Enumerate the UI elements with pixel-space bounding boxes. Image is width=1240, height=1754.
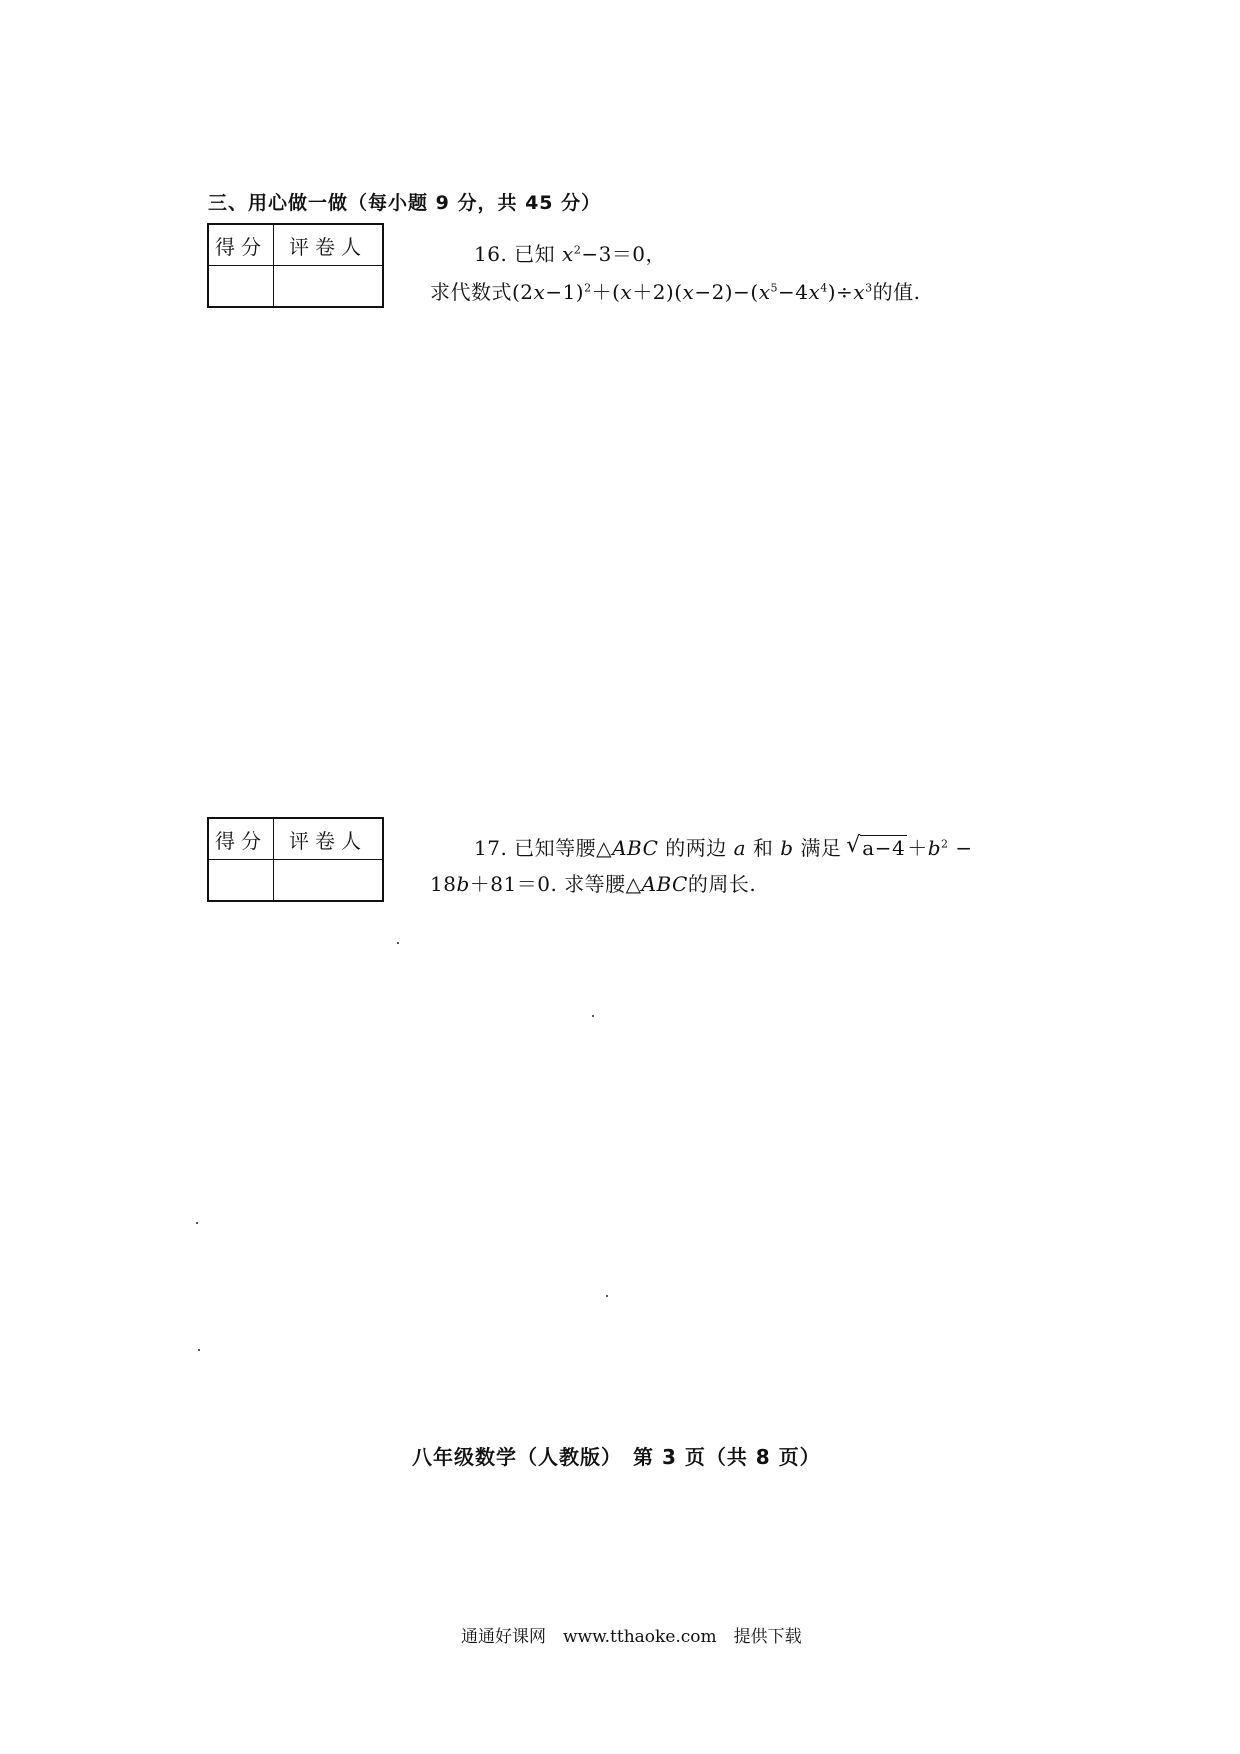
source-footer: 通通好课网 www.tthaoke.com 提供下载 [461, 1627, 802, 1647]
score-table-q16 [207, 223, 384, 308]
grader-header: 评卷人 [274, 818, 384, 860]
grader-header: 评卷人 [274, 224, 384, 266]
scan-speck [606, 1295, 608, 1297]
score-cell[interactable] [208, 266, 274, 308]
question-16-line-1: 16. 已知 $x^2-3=0$， [474, 242, 667, 266]
score-cell[interactable] [208, 860, 274, 902]
grader-cell[interactable] [274, 860, 384, 902]
question-16-line-2: 求代数式$(2x-1)^2+(x+2)(x-2)-(x^5-4x^4)\div x^3$的值. [430, 280, 921, 304]
question-17-line-1: 17. 已知等腰△ABC 的两边 a 和 b 满足 √ $a-4 +b^2$ − [474, 832, 973, 861]
scan-speck [592, 1015, 594, 1017]
scan-speck [196, 1222, 198, 1224]
score-header: 得分 [208, 818, 274, 860]
scan-speck [198, 1349, 200, 1351]
section-heading: 三、用心做一做（每小题 9 分，共 45 分） [208, 192, 602, 214]
page-footer: 八年级数学（人教版） 第 3 页（共 8 页） [412, 1445, 821, 1469]
question-number: 17. [474, 836, 508, 860]
score-table-q17 [207, 817, 384, 902]
scan-speck [397, 942, 399, 944]
question-17-line-2: 18b＋81＝0. 求等腰△ABC的周长. [430, 872, 757, 896]
grader-cell[interactable] [274, 266, 384, 308]
square-root: √ a−4 [848, 836, 907, 860]
question-number: 16. [474, 242, 508, 266]
score-header: 得分 [208, 224, 274, 266]
